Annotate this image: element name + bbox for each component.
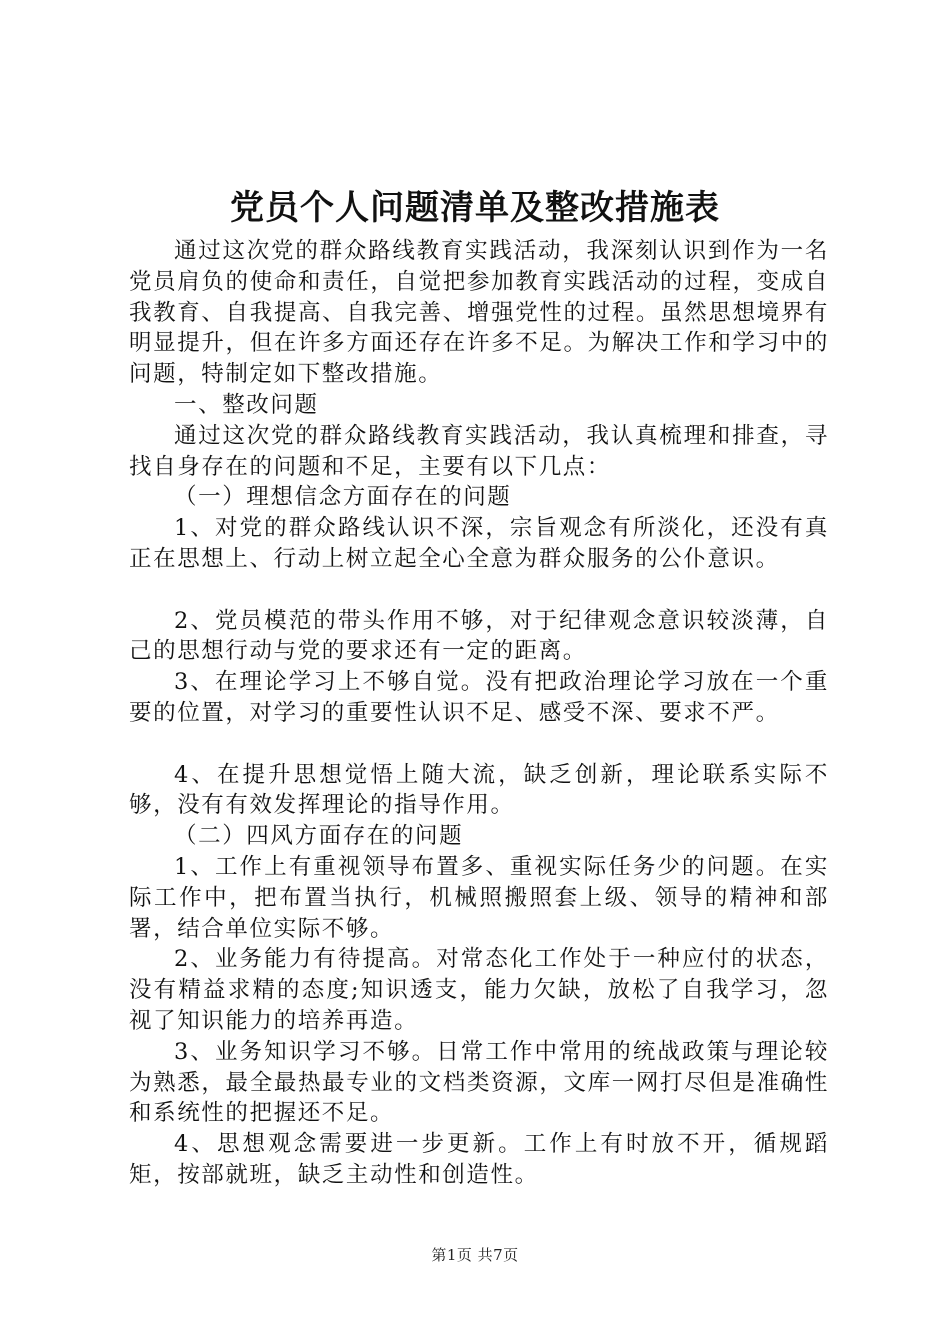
list-item: 2、业务能力有待提高。对常态化工作处于一种应付的状态，没有精益求精的态度;知识透支，能力欠缺，放松了自我学习，忽视了知识能力的培养再造。 [129,946,829,1034]
document-body [129,236,829,1191]
list-item: 4、思想观念需要进一步更新。工作上有时放不开，循规蹈矩，按部就班，缺乏主动性和创造性。 [129,1131,829,1188]
intro-paragraph: 通过这次党的群众路线教育实践活动，我深刻认识到作为一名党员肩负的使命和责任，自觉把参加教育实践活动的过程，变成自我教育、自我提高、自我完善、增强党性的过程。虽然思想境界有明显提升，但在许多方面还存在许多不足。为解决工作和学习中的问题，特制定如下整改措施。 [129,238,829,388]
list-item: 3、在理论学习上不够自觉。没有把政治理论学习放在一个重要的位置，对学习的重要性认识不足、感受不深、要求不严。 [129,669,829,726]
subsection-heading: （二）四风方面存在的问题 [174,823,464,850]
list-item: 2、党员模范的带头作用不够，对于纪律观念意识较淡薄，自己的思想行动与党的要求还有一定的距离。 [129,607,829,665]
section-heading: 一、整改问题 [174,391,319,418]
list-item: 1、对党的群众路线认识不深，宗旨观念有所淡化，还没有真正在思想上、行动上树立起全心全意为群众服务的公仆意识。 [129,515,829,572]
subsection-heading: （一）理想信念方面存在的问题 [174,484,512,511]
page-number: 第1页 共7页 [431,1246,519,1264]
list-item: 4、在提升思想觉悟上随大流，缺乏创新，理论联系实际不够，没有有效发挥理论的指导作用。 [129,761,829,819]
list-item: 3、业务知识学习不够。日常工作中常用的统战政策与理论较为熟悉，最全最热最专业的文档类资源，文库一网打尽但是准确性和系统性的把握还不足。 [129,1038,829,1127]
document-title: 党员个人问题清单及整改措施表 [230,188,720,228]
list-item: 1、工作上有重视领导布置多、重视实际任务少的问题。在实际工作中，把布置当执行，机械照搬照套上级、领导的精神和部署，结合单位实际不够。 [129,853,829,942]
section-intro-paragraph: 通过这次党的群众路线教育实践活动，我认真梳理和排查，寻找自身存在的问题和不足，主要有以下几点： [129,422,829,480]
